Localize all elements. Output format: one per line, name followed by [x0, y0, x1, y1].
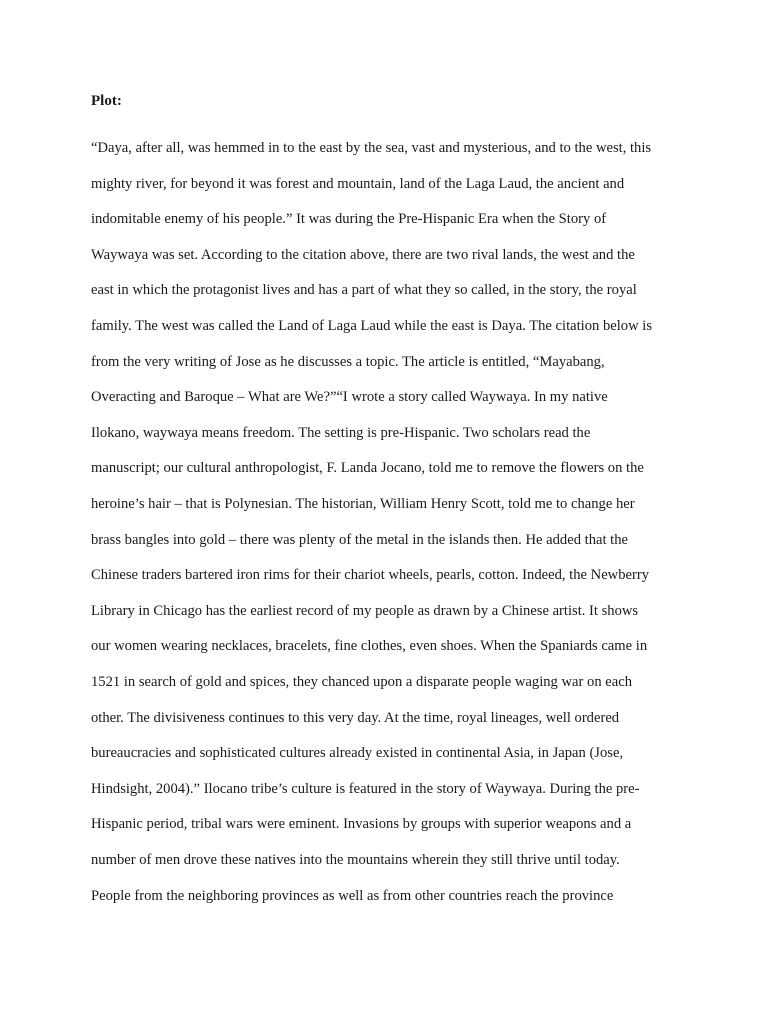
text-line: 1521 in search of gold and spices, they chanced upon a disparate people waging war on each	[91, 674, 632, 690]
text-line: Ilokano, waywaya means freedom. The setting is pre-Hispanic. Two scholars read the	[91, 424, 591, 441]
text-line: Library in Chicago has the earliest record of my people as drawn by a Chinese artist. It shows	[91, 602, 639, 619]
text-line: Hispanic period, tribal wars were eminent. Invasions by groups with superior weapons and a	[91, 816, 632, 833]
text-line: brass bangles into gold – there was plenty of the metal in the islands then. He added that the	[91, 531, 628, 548]
text-line: Waywaya was set. According to the citation above, there are two rival lands, the west and the	[91, 246, 635, 263]
text-line: our women wearing necklaces, bracelets, fine clothes, even shoes. When the Spaniards came in	[91, 638, 648, 655]
text-line: manuscript; our cultural anthropologist, F. Landa Jocano, told me to remove the flowers on the	[91, 460, 644, 477]
text-line: indomitable enemy of his people.” It was during the Pre-Hispanic Era when the Story of	[91, 211, 607, 228]
text-line: east in which the protagonist lives and has a part of what they so called, in the story, the royal	[91, 282, 637, 299]
text-line: from the very writing of Jose as he discusses a topic. The article is entitled, “Mayabang,	[91, 353, 605, 370]
section-heading: Plot:	[91, 93, 122, 109]
text-line: number of men drove these natives into the mountains wherein they still thrive until today.	[91, 852, 620, 868]
text-line: “Daya, after all, was hemmed in to the east by the sea, vast and mysterious, and to the west, this	[91, 140, 652, 156]
text-line: other. The divisiveness continues to this very day. At the time, royal lineages, well ordered	[91, 709, 620, 726]
text-line: family. The west was called the Land of Laga Laud while the east is Daya. The citation below is	[91, 318, 653, 334]
text-line: Overacting and Baroque – What are We?”“I wrote a story called Waywaya. In my native	[91, 389, 608, 406]
text-line: mighty river, for beyond it was forest and mountain, land of the Laga Laud, the ancient and	[91, 175, 625, 192]
text-line: heroine’s hair – that is Polynesian. The historian, William Henry Scott, told me to change her	[91, 496, 635, 512]
text-line: Chinese traders bartered iron rims for their chariot wheels, pearls, cotton. Indeed, the Newberry	[91, 567, 650, 584]
text-line: Hindsight, 2004).” Ilocano tribe’s culture is featured in the story of Waywaya. During the pre-	[91, 780, 640, 797]
text-line: People from the neighboring provinces as well as from other countries reach the province	[91, 887, 614, 904]
text-line: bureaucracies and sophisticated cultures already existed in continental Asia, in Japan (Jose,	[91, 745, 624, 762]
